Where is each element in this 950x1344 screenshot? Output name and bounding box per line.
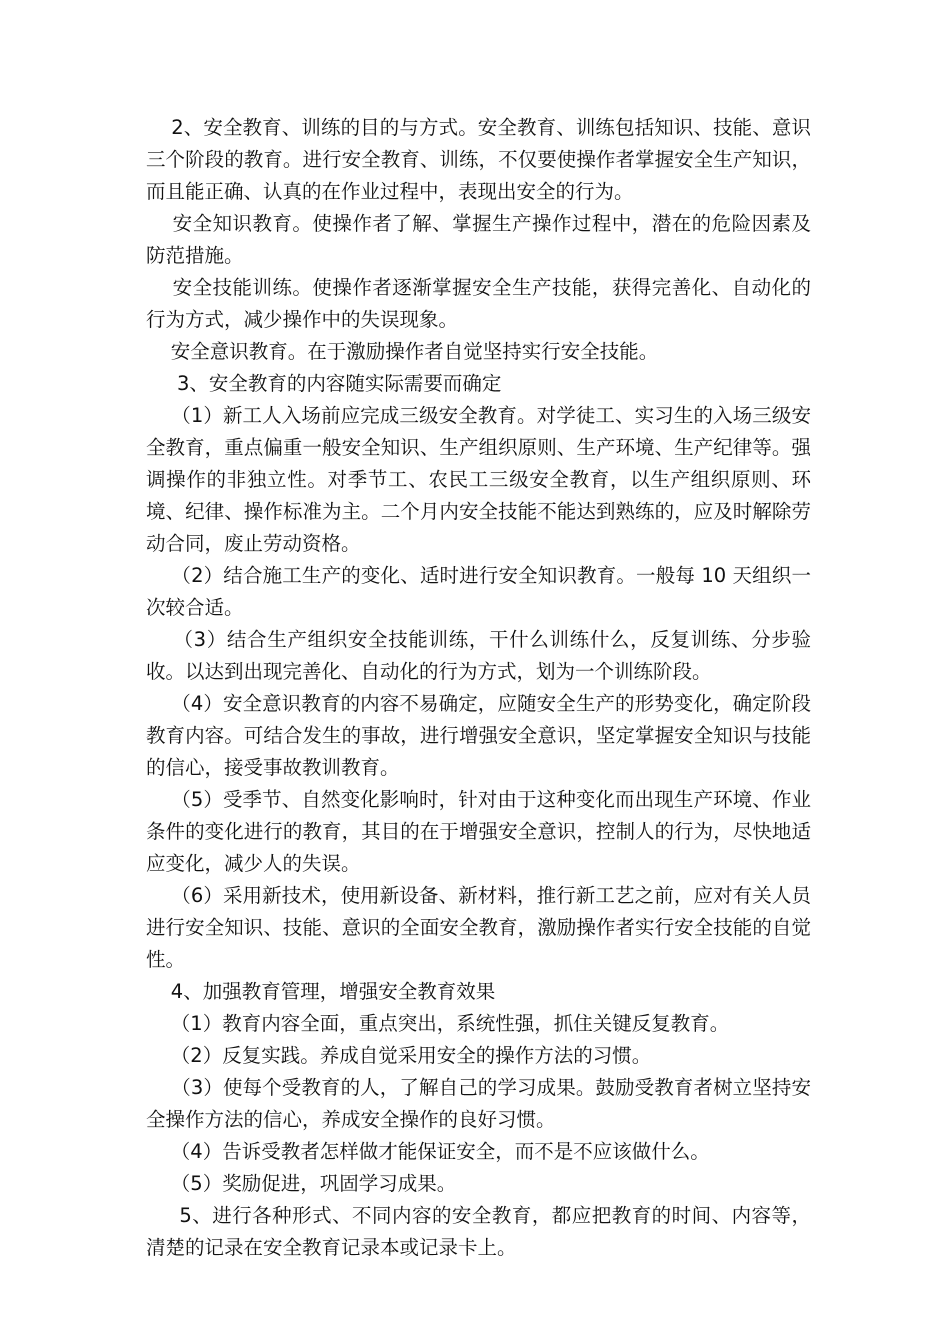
heading-section-3: 3、安全教育的内容随实际需要而确定 bbox=[146, 372, 502, 395]
paragraph-safety-awareness: 安全意识教育。在于激励操作者自觉坚持实行安全技能。 bbox=[146, 340, 659, 363]
paragraph-section-2: 2、安全教育、训练的目的与方式。安全教育、训练包括知识、技能、意识三个阶段的教育。进行安全教育、训练，不仅要使操作者掌握安全生产知识，而且能正确、认真的在作业过程中，表现出安全的行为。 bbox=[146, 116, 811, 203]
paragraph-item-3-3: （3）结合生产组织安全技能训练，干什么训练什么，反复训练、分步验收。以达到出现完善化、自动化的行为方式，划为一个训练阶段。 bbox=[146, 628, 811, 683]
paragraph-safety-knowledge: 安全知识教育。使操作者了解、掌握生产操作过程中，潜在的危险因素及防范措施。 bbox=[146, 212, 811, 267]
paragraph-item-4-1: （1）教育内容全面，重点突出，系统性强，抓住关键反复教育。 bbox=[146, 1012, 730, 1035]
paragraph-item-3-5: （5）受季节、自然变化影响时，针对由于这种变化而出现生产环境、作业条件的变化进行的教育，其目的在于增强安全意识，控制人的行为，尽快地适应变化，减少人的失误。 bbox=[146, 788, 811, 875]
paragraph-safety-skills: 安全技能训练。使操作者逐渐掌握安全生产技能，获得完善化、自动化的行为方式，减少操作中的失误现象。 bbox=[146, 276, 811, 331]
paragraph-item-4-2: （2）反复实践。养成自觉采用安全的操作方法的习惯。 bbox=[146, 1044, 652, 1067]
paragraph-section-5: 5、进行各种形式、不同内容的安全教育，都应把教育的时间、内容等，清楚的记录在安全教育记录本或记录卡上。 bbox=[146, 1204, 811, 1259]
paragraph-item-4-3: （3）使每个受教育的人，了解自己的学习成果。鼓励受教育者树立坚持安全操作方法的信心，养成安全操作的良好习惯。 bbox=[146, 1076, 811, 1131]
heading-section-4: 4、加强教育管理，增强安全教育效果 bbox=[146, 980, 496, 1003]
paragraph-item-3-2: （2）结合施工生产的变化、适时进行安全知识教育。一般每 10 天组织一次较合适。 bbox=[146, 564, 811, 619]
paragraph-item-4-4: （4）告诉受教者怎样做才能保证安全，而不是不应该做什么。 bbox=[146, 1140, 710, 1163]
paragraph-item-3-1: （1）新工人入场前应完成三级安全教育。对学徒工、实习生的入场三级安全教育，重点偏重一般安全知识、生产组织原则、生产环境、生产纪律等。强调操作的非独立性。对季节工、农民工三级安全教育，以生产组织原则、环境、纪律、操作标准为主。二个月内安全技能不能达到熟练的，应及时解除劳动合同，废止劳动资格。 bbox=[146, 404, 811, 555]
paragraph-item-3-4: （4）安全意识教育的内容不易确定，应随安全生产的形势变化，确定阶段教育内容。可结合发生的事故，进行增强安全意识，坚定掌握安全知识与技能的信心，接受事故教训教育。 bbox=[146, 692, 811, 779]
paragraph-item-3-6: （6）采用新技术，使用新设备、新材料，推行新工艺之前，应对有关人员进行安全知识、技能、意识的全面安全教育，激励操作者实行安全技能的自觉性。 bbox=[146, 884, 811, 971]
document-page bbox=[146, 112, 811, 1264]
paragraph-item-4-5: （5）奖励促进，巩固学习成果。 bbox=[146, 1172, 457, 1195]
